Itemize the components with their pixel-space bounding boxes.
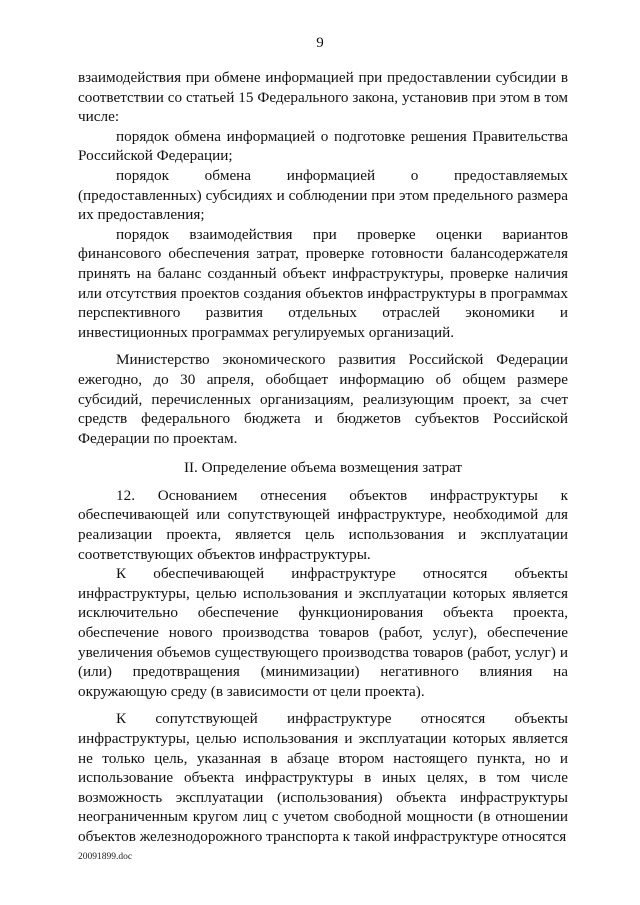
paragraph-item-12: 12. Основанием отнесения объектов инфраструктуры к обеспечивающей или сопутствующей инфраструктуре, необходимой для реализации проекта, является цель использования и эксплуатации соответствующих объектов инфраструктуры. [78,486,568,563]
paragraph-accompanying-infrastructure: К сопутствующей инфраструктуре относятся объекты инфраструктуры, целью использования и эксплуатации которых является не только цель, указанная в абзаце втором настоящего пункта, но и использование объекта инфраструктуры в иных целях, в том числе возможность эксплуатации (использования) объекта инфраструктуры неограниченным кругом лиц с учетом свободной мощности (в отношении объектов железнодорожного транспорта к такой инфраструктуре относятся [78,710,568,845]
paragraph-exchange-subsidies: порядок обмена информацией о предоставляемых (предоставленных) субсидиях и соблюдении при этом предельного размера их предоставления; [78,166,568,224]
paragraph-exchange-decision: порядок обмена информацией о подготовке решения Правительства Российской Федерации; [78,127,568,165]
page-number: 9 [316,35,324,51]
paragraph-supporting-infrastructure: К обеспечивающей инфраструктуре относятся объекты инфраструктуры, целью использования и эксплуатации которых является исключительно обеспечение функционирования объекта проекта, обеспечение нового производства товаров (работ, услуг), обеспечение увеличения объемов существующего производства товаров (работ, услуг) и (или) предотвращения (минимизации) негативного влияния на окружающую среду (в зависимости от цели проекта). [78,565,568,700]
footer-file-name: 20091899.doc [78,852,133,862]
paragraph-interaction-verification: порядок взаимодействия при проверке оценки вариантов финансового обеспечения затрат, проверке готовности балансодержателя принять на баланс созданный объект инфраструктуры, проверке наличия или отсутствия проектов создания объектов инфраструктуры в программах перспективного развития отдельных отраслей экономики и инвестиционных программах регулируемых организаций. [78,225,568,341]
document-body [78,68,568,847]
paragraph-ministry-summary: Министерство экономического развития Российской Федерации ежегодно, до 30 апреля, обобщает информацию об общем размере субсидий, перечисленных организациям, реализующим проект, за счет средств федерального бюджета и бюджетов субъектов Российской Федерации по проектам. [78,351,568,447]
paragraph-continuation: взаимодействия при обмене информацией при предоставлении субсидии в соответствии со статьей 15 Федерального закона, установив при этом в том числе: [78,69,568,126]
section-heading: II. Определение объема возмещения затрат [183,459,463,477]
